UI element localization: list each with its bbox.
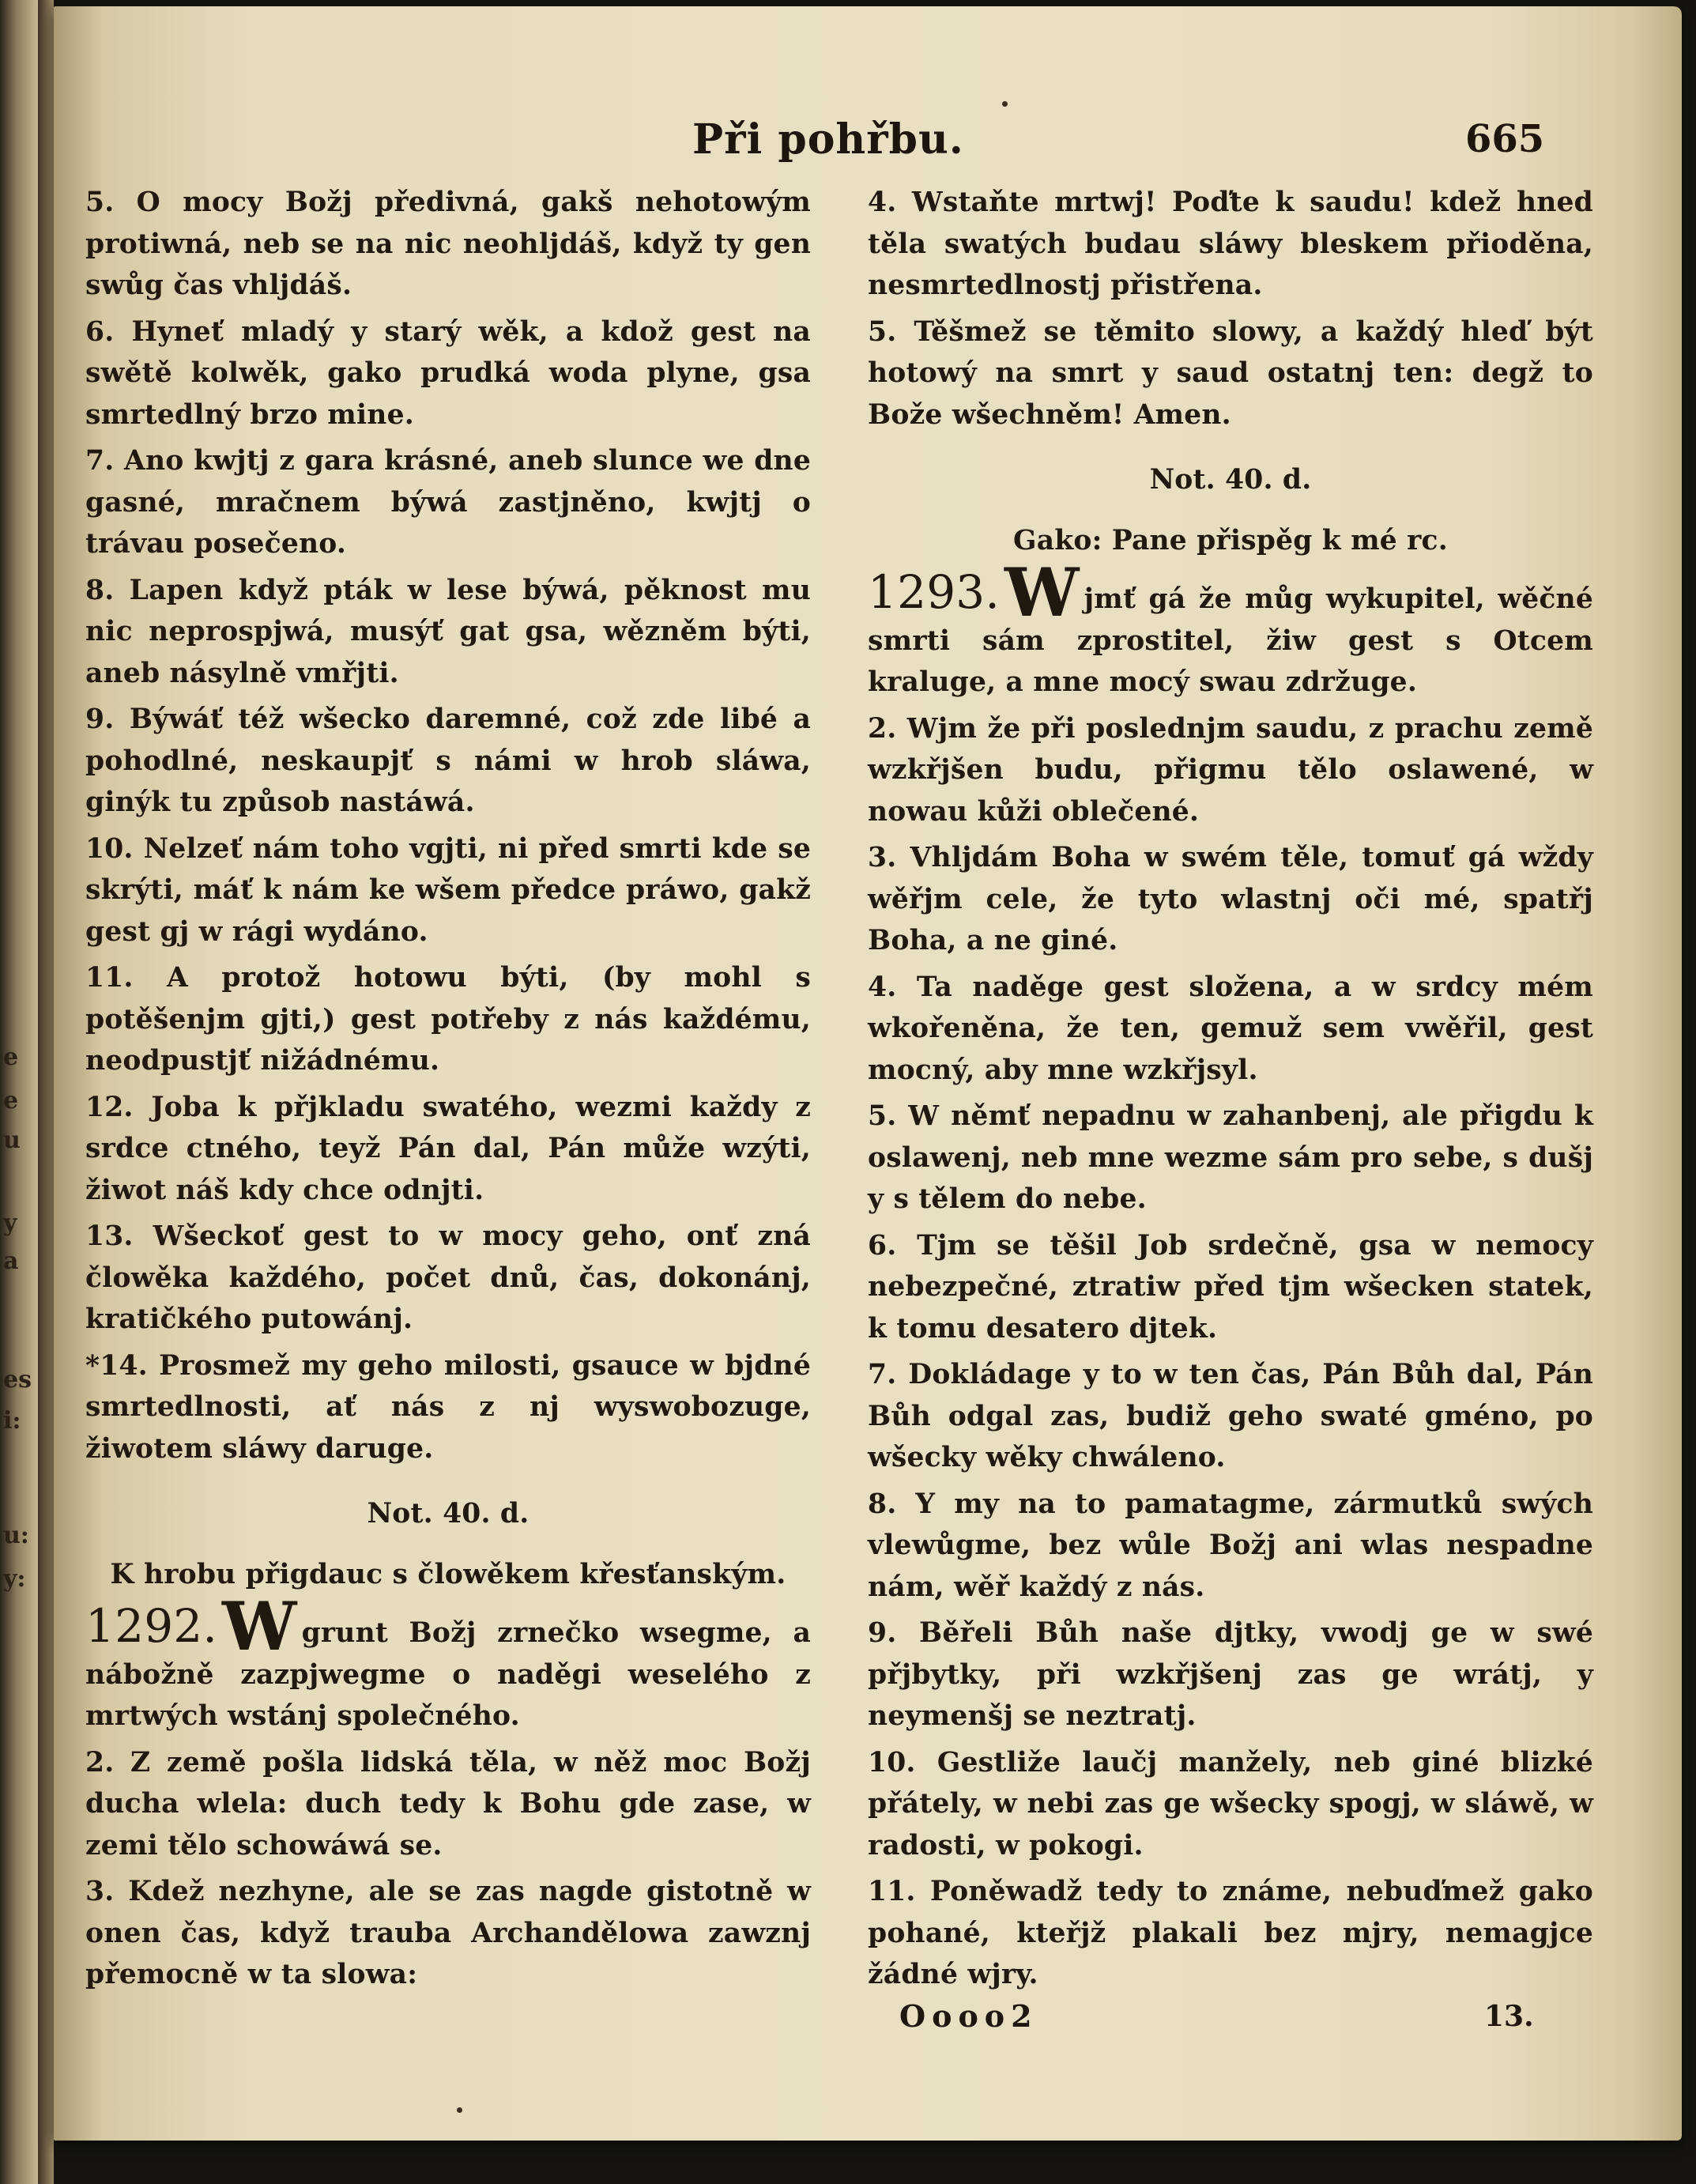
prev-page-fragment: y [3,1209,17,1237]
verse: 10. Gestliže laučj manžely, neb giné blizké přátely, w nebi zas ge wšecky spogj, w sláwě, w radosti, w pokogi. [868,1746,1593,1861]
left-column [85,182,811,2001]
verse: 4. Wstaňte mrtwj! Poďte k saudu! kdež hned těla swatých budau sláwy bleskem přioděna, nesmrtedlnostj přistřena. [868,187,1593,301]
drop-capital: W [1004,553,1080,632]
tune-subtitle: Gako: Pane přispěg k mé rc. [1013,524,1448,556]
hymn-opening [85,1587,811,1737]
previous-page-edge [0,0,38,2184]
verse: 4. Ta naděge gest složena, a w srdcy mém wkořeněna, že ten, gemuž sem vwěřil, gest mocný, aby mne wzkřjsyl. [868,971,1593,1086]
verse: 5. Těšmež se těmito slowy, a každý hleď být hotowý na smrt y saud ostatnj ten: degž to Bože wšechněm! Amen. [868,315,1593,431]
prev-page-fragment: u [3,1126,21,1154]
page-number: 665 [1465,117,1545,161]
verse: 5. W němť nepadnu w zahanbenj, ale přigdu k oslawenj, neb mne wezme sám pro sebe, s dušj y s tělem do nebe. [868,1100,1593,1215]
verse: 5. O mocy Božj předivná, gakš nehotowým protiwná, neb se na nic neohljdáš, když ty gen swůg čas vhljdáš. [85,187,811,301]
verse: 2. Z země pošla lidská těla, w něž moc Božj ducha wlela: duch tedy k Bohu gde zase, w zemi tělo schowáwá se. [85,1746,811,1861]
prev-page-fragment: u: [3,1522,29,1549]
prev-page-fragment: es [3,1366,32,1394]
verse: 3. Vhljdám Boha w swém těle, tomuť gá wždy wěřjm cele, že tyto wlastnj oči mé, spatřj Boha, a ne giné. [868,842,1593,956]
tune-reference: Not. 40. d. [1149,464,1312,496]
verse: 7. Dokládage y to w ten čas, Pán Bůh dal, Pán Bůh odgal zas, budiž geho swaté gméno, po wšecky wěky chwáleno. [868,1359,1593,1473]
tune-reference: Not. 40. d. [367,1498,530,1530]
verse: 9. Býwáť též wšecko daremné, což zde libé a pohodlné, neskaupjť s námi w hrob sláwa, ginýk tu způsob nastáwá. [85,703,811,818]
prev-page-fragment: y: [3,1565,26,1593]
verse: 12. Joba k přjkladu swatého, wezmi každy z srdce ctného, teyž Pán dal, Pán může wzýti, žiwot náš kdy chce odnjti. [85,1091,811,1206]
verse: 6. Tjm se těšil Job srdečně, gsa w nemocy nebezpečné, ztratiw před tjm wšecken statek, k tomu desatero djtek. [868,1229,1593,1345]
prev-page-fragment: e [3,1087,19,1115]
verse: 2. Wjm že při poslednjm saudu, z prachu země wzkřjšen budu, přigmu tělo oslawené, w nowau kůži oblečené. [868,712,1593,828]
prev-page-fragment: e [3,1043,19,1071]
ink-speck [1002,101,1008,107]
verse: 3. Kdež nezhyne, ale se zas nagde gistotně w onen čas, když trauba Archandělowa zawznj přemocně w ta slowa: [85,1876,811,1990]
hymn-number: 1293. [868,565,1001,619]
prev-page-fragment: a [3,1247,19,1275]
signature-mark: Oooo2 [899,1998,1038,2034]
verse: 6. Hyneť mladý y starý wěk, a kdož gest na swětě kolwěk, gako prudká woda plyne, gsa smrtedlný brzo mine. [85,315,811,431]
ink-speck [457,2107,462,2113]
drop-capital: W [222,1587,297,1665]
catchword: 13. [1484,2000,1534,2033]
prev-page-fragment: i: [3,1407,21,1435]
verse: *14. Prosmež my geho milosti, gsauce w bjdné smrtedlnosti, ať nás z nj wyswobozuge, žiwotem sláwy daruge. [85,1349,811,1465]
verse: 13. Wšeckoť gest to w mocy geho, onť zná člowěka každého, počet dnů, čas, dokonánj, kratičkého putowánj. [85,1220,811,1335]
verse: 10. Nelzeť nám toho vgjti, ni před smrti kde se skrýti, máť k nám ke wšem předce práwo, gakž gest gj w rági wydáno. [85,832,811,948]
verse: 11. A protož hotowu býti, (by mohl s potěšenjm gjti,) gest potřeby z nás každému, neodpustjť nižádnému. [85,962,811,1077]
hymn-opening [868,553,1593,703]
hymn-opening-text: grunt Božj zrnečko wsegme, a nábožně zazpjwegme o naděgi weselého z mrtwých wstánj společného. [85,1617,811,1732]
hymn-opening-text: jmť gá že můg wykupitel, wěčné smrti sám zprostitel, žiw gest s Otcem kraluge, a mne mocý swau zdržuge. [868,583,1593,698]
hymn-heading: K hrobu přigdauc s člowěkem křesťanským. [110,1558,786,1590]
verse: 7. Ano kwjtj z gara krásné, aneb slunce we dne gasné, mračnem býwá zastjněno, kwjtj o trávau posečeno. [85,445,811,560]
verse: 8. Y my na to pamatagme, zármutků swých vlewůgme, bez wůle Božj ani wlas nespadne nám, wěř každý z nás. [868,1488,1593,1603]
book-gutter [38,0,54,2184]
verse: 11. Poněwadž tedy to známe, nebuďmež gako pohané, kteřjž plakali bez mjry, nemagjce žádné wjry. [868,1876,1593,1990]
verse: 9. Běřeli Bůh naše djtky, vwodj ge w swé přjbytky, při wzkřjšenj zas ge wrátj, y neymenšj se neztratj. [868,1617,1593,1732]
running-title: Při pohřbu. [692,115,964,164]
hymn-number: 1292. [85,1599,218,1653]
right-column [868,182,1593,2001]
book-page [54,6,1682,2141]
verse: 8. Lapen když pták w lese býwá, pěknost mu nic neprospjwá, musýť gat gsa, wězněm býti, aneb násylně vmřjti. [85,574,811,689]
